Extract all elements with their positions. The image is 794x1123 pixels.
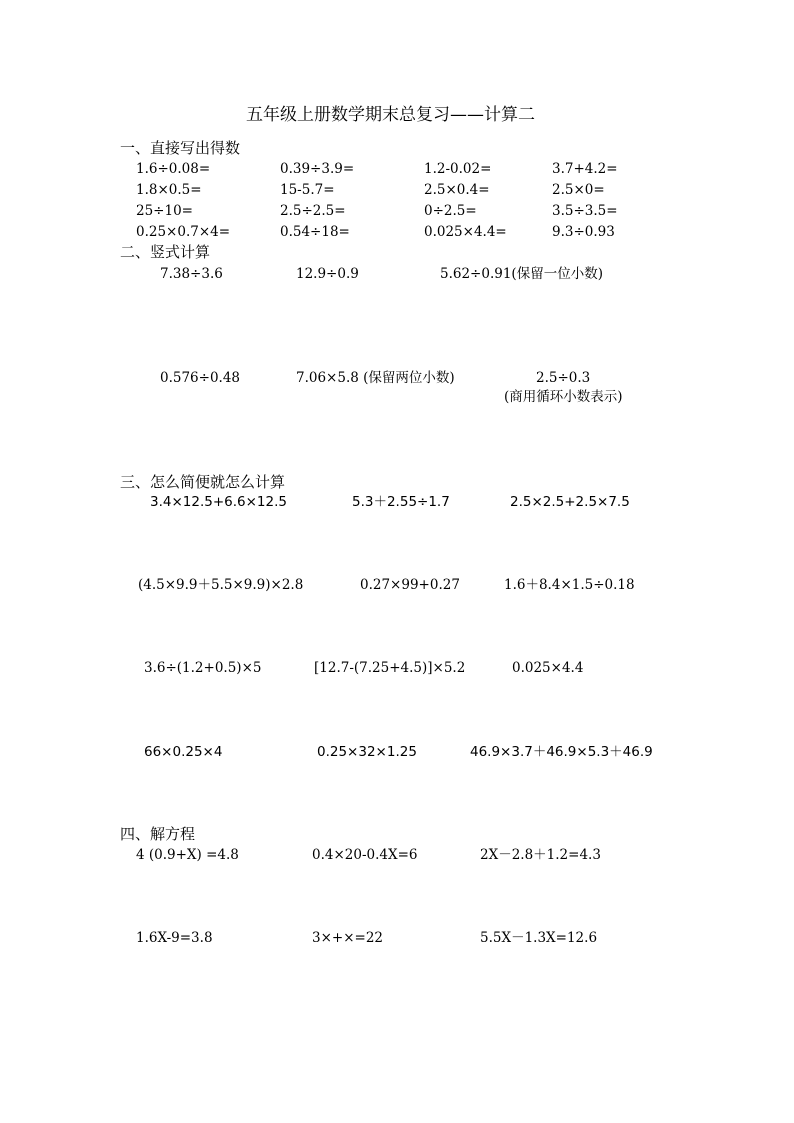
problem-1-13: 0.25×0.7×4= bbox=[136, 224, 231, 240]
problem-3-11: 0.25×32×1.25 bbox=[317, 744, 417, 760]
problem-3-8: [12.7-(7.25+4.5)]×5.2 bbox=[314, 660, 466, 676]
problem-3-7: 3.6÷(1.2+0.5)×5 bbox=[144, 660, 262, 676]
problem-2-6: 2.5÷0.3 bbox=[536, 370, 591, 386]
equation-2: 0.4×20-0.4X=6 bbox=[312, 847, 418, 863]
page-title: 五年级上册数学期末总复习——计算二 bbox=[246, 105, 535, 125]
equation-1: 4 (0.9+X) =4.8 bbox=[136, 847, 239, 863]
problem-3-9: 0.025×4.4 bbox=[512, 660, 584, 676]
problem-1-12: 3.5÷3.5= bbox=[552, 203, 618, 219]
problem-3-2: 5.3＋2.55÷1.7 bbox=[352, 494, 450, 510]
equation-4: 1.6X-9=3.8 bbox=[136, 930, 213, 946]
problem-1-7: 2.5×0.4= bbox=[424, 182, 490, 198]
problem-3-6: 1.6＋8.4×1.5÷0.18 bbox=[504, 577, 635, 593]
problem-1-8: 2.5×0= bbox=[552, 182, 605, 198]
problem-3-5: 0.27×99+0.27 bbox=[360, 577, 460, 593]
equation-5: 3×+×=22 bbox=[312, 930, 384, 946]
problem-2-6-note: (商用循环小数表示) bbox=[504, 389, 623, 405]
problem-1-4: 3.7+4.2= bbox=[552, 161, 618, 177]
section-2-heading: 二、竖式计算 bbox=[120, 243, 211, 261]
problem-2-4: 0.576÷0.48 bbox=[160, 370, 241, 386]
problem-1-2: 0.39÷3.9= bbox=[280, 161, 355, 177]
problem-1-1: 1.6÷0.08= bbox=[136, 161, 211, 177]
problem-1-16: 9.3÷0.93 bbox=[552, 224, 615, 240]
problem-1-10: 2.5÷2.5= bbox=[280, 203, 346, 219]
equation-6: 5.5X－1.3X=12.6 bbox=[480, 930, 598, 946]
problem-2-3: 5.62÷0.91(保留一位小数) bbox=[440, 266, 603, 282]
problem-3-12: 46.9×3.7＋46.9×5.3＋46.9 bbox=[470, 744, 653, 760]
problem-1-11: 0÷2.5= bbox=[424, 203, 477, 219]
problem-1-9: 25÷10= bbox=[136, 203, 193, 219]
section-1-heading: 一、直接写出得数 bbox=[120, 139, 241, 157]
problem-3-3: 2.5×2.5+2.5×7.5 bbox=[510, 494, 630, 510]
problem-1-15: 0.025×4.4= bbox=[424, 224, 507, 240]
problem-1-6: 15-5.7= bbox=[280, 182, 335, 198]
section-3-heading: 三、怎么简便就怎么计算 bbox=[120, 473, 286, 491]
problem-2-1: 7.38÷3.6 bbox=[160, 266, 223, 282]
problem-2-2: 12.9÷0.9 bbox=[296, 266, 359, 282]
problem-2-5: 7.06×5.8 (保留两位小数) bbox=[296, 370, 455, 386]
equation-3: 2X－2.8＋1.2=4.3 bbox=[480, 847, 601, 863]
section-4-heading: 四、解方程 bbox=[120, 825, 196, 843]
problem-3-1: 3.4×12.5+6.6×12.5 bbox=[150, 494, 287, 510]
problem-1-14: 0.54÷18= bbox=[280, 224, 350, 240]
problem-1-3: 1.2-0.02= bbox=[424, 161, 492, 177]
problem-3-10: 66×0.25×4 bbox=[144, 744, 223, 760]
problem-1-5: 1.8×0.5= bbox=[136, 182, 202, 198]
problem-3-4: (4.5×9.9＋5.5×9.9)×2.8 bbox=[138, 577, 304, 593]
